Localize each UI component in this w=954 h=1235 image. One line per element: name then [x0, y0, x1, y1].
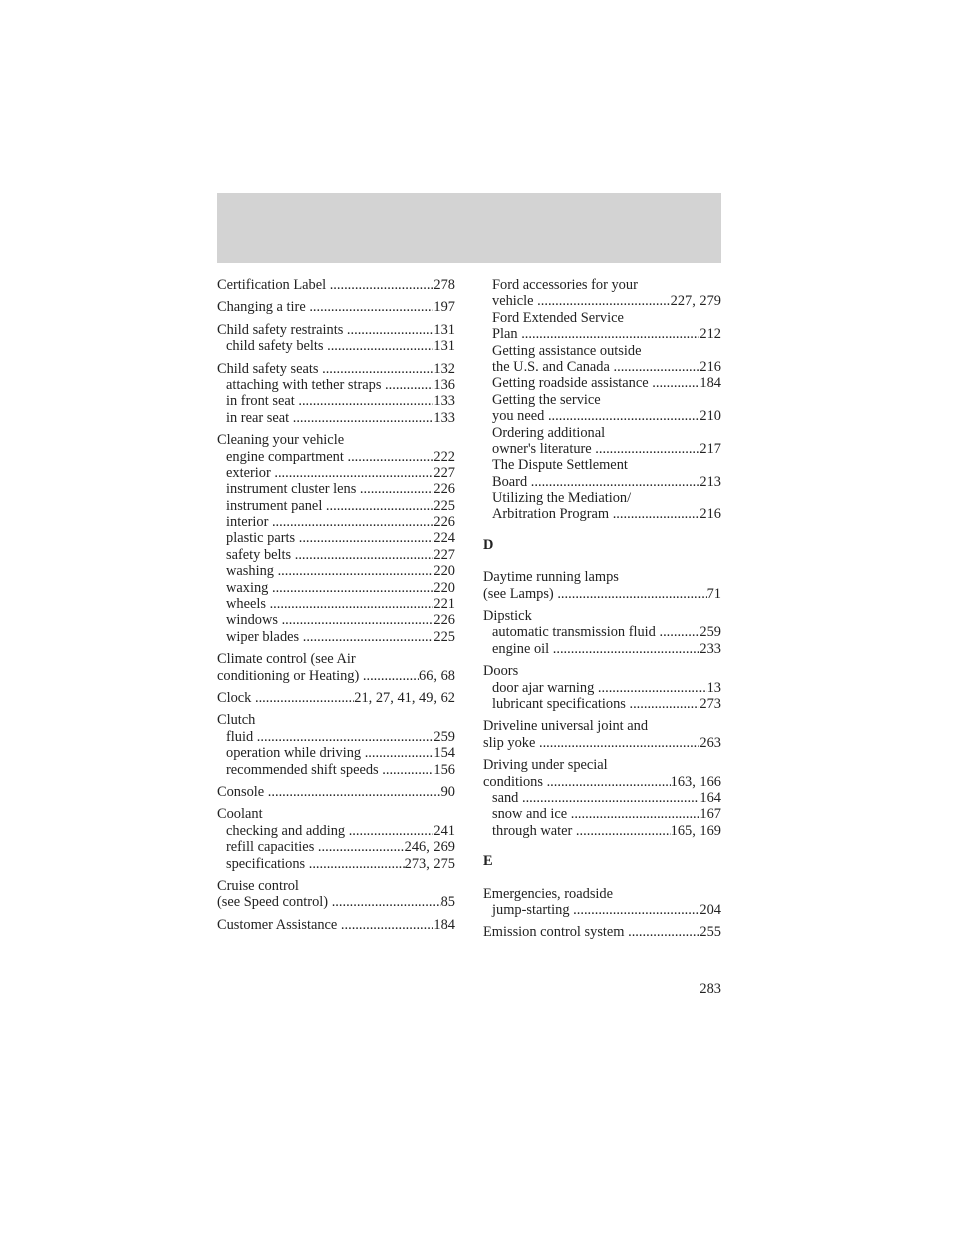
entry-text: sand .....: [492, 790, 721, 806]
entry-page-ref: 167: [699, 806, 721, 823]
index-entry: [483, 293, 721, 309]
index-entry: [217, 894, 455, 910]
entry-text: door ajar warning .....: [492, 680, 721, 696]
entry-text: Certification Label .....: [217, 277, 455, 293]
entry-page-ref: 213: [699, 473, 721, 490]
entry-page-ref: 255: [699, 924, 721, 941]
entry-text: Customer Assistance .....: [217, 917, 455, 933]
entry-text: Dipstick: [483, 608, 532, 625]
entry-text: Plan .....: [492, 326, 721, 342]
entry-text: Child safety restraints .....: [217, 322, 455, 338]
entry-text: owner's literature .....: [492, 441, 721, 457]
entry-text: in rear seat .....: [226, 410, 455, 426]
entry-page-ref: 263: [699, 734, 721, 751]
entry-page-ref: 133: [433, 409, 455, 426]
entry-page-ref: 184: [433, 916, 455, 933]
entry-page-ref: 13: [706, 679, 721, 696]
index-entry: [483, 757, 721, 773]
entry-text: The Dispute Settlement: [492, 457, 628, 474]
index-entry: [217, 629, 455, 645]
index-entry: [217, 784, 455, 800]
index-entry: [217, 580, 455, 596]
index-entry: [217, 729, 455, 745]
entry-text: instrument cluster lens .....: [226, 481, 455, 497]
entry-text: slip yoke .....: [483, 735, 721, 751]
index-entry: [217, 432, 455, 448]
index-entry: [483, 277, 721, 293]
entry-text: wiper blades .....: [226, 629, 455, 645]
index-entry: [217, 612, 455, 628]
entry-text: wheels .....: [226, 596, 455, 612]
index-entry: [483, 663, 721, 679]
entry-text: Cruise control: [217, 877, 299, 894]
entry-page-ref: 204: [699, 901, 721, 918]
index-entry: [483, 806, 721, 822]
entry-text: Arbitration Program .....: [492, 506, 721, 522]
page-number: 283: [699, 981, 721, 997]
index-entry: [483, 408, 721, 424]
index-entry: [217, 322, 455, 338]
index-entry: [483, 696, 721, 712]
entry-text: windows .....: [226, 612, 455, 628]
entry-text: Daytime running lamps: [483, 569, 619, 586]
index-entry: [217, 299, 455, 315]
entry-page-ref: 165, 169: [670, 822, 721, 839]
index-entry: [217, 449, 455, 465]
entry-text: safety belts .....: [226, 547, 455, 563]
index-entry: [217, 361, 455, 377]
entry-text: Ford Extended Service: [492, 309, 624, 326]
entry-text: Emergencies, roadside: [483, 885, 614, 902]
entry-text: Doors: [483, 663, 519, 680]
index-entry: [483, 425, 721, 441]
entry-page-ref: 220: [433, 563, 455, 580]
index-entry: [483, 886, 721, 902]
entry-page-ref: 224: [433, 530, 455, 547]
entry-text: Climate control (see Air: [217, 651, 356, 668]
index-entry: [217, 596, 455, 612]
index-entry: [483, 310, 721, 326]
index-entry: [217, 530, 455, 546]
section-letter: D: [483, 536, 494, 553]
entry-text: the U.S. and Canada .....: [492, 359, 721, 375]
index-entry: [483, 823, 721, 839]
entry-page-ref: 163, 166: [670, 773, 721, 790]
entry-text: Driving under special: [483, 757, 608, 774]
index-entry: [483, 457, 721, 473]
index-entry: [217, 806, 455, 822]
index-entry: [483, 790, 721, 806]
entry-page-ref: 21, 27, 41, 49, 62: [354, 689, 455, 706]
entry-text: child safety belts .....: [226, 338, 455, 354]
index-entry: [483, 718, 721, 734]
entry-page-ref: 217: [699, 440, 721, 457]
entry-text: lubricant specifications .....: [492, 696, 721, 712]
entry-page-ref: 226: [433, 481, 455, 498]
entry-text: refill capacities .....: [226, 839, 455, 855]
index-entry: [217, 651, 455, 667]
index-entry: [217, 668, 455, 684]
entry-page-ref: 212: [699, 326, 721, 343]
entry-page-ref: 233: [699, 640, 721, 657]
index-entry: [217, 393, 455, 409]
entry-page-ref: 246, 269: [404, 839, 455, 856]
entry-text: (see Speed control) .....: [217, 894, 455, 910]
entry-page-ref: 66, 68: [419, 667, 455, 684]
index-entry: [483, 474, 721, 490]
index-entry: [217, 762, 455, 778]
index-entry: [217, 690, 455, 706]
entry-text: you need .....: [492, 408, 721, 424]
entry-page-ref: 164: [699, 789, 721, 806]
index-entry: [217, 856, 455, 872]
index-column-right: [483, 277, 721, 941]
index-entry: [483, 392, 721, 408]
entry-text: automatic transmission fluid .....: [492, 624, 721, 640]
index-entry: [217, 745, 455, 761]
entry-page-ref: 241: [433, 822, 455, 839]
entry-text: snow and ice .....: [492, 806, 721, 822]
index-entry: [217, 377, 455, 393]
entry-text: vehicle .....: [492, 293, 721, 309]
entry-page-ref: 216: [699, 506, 721, 523]
entry-page-ref: 131: [433, 321, 455, 338]
entry-text: washing .....: [226, 563, 455, 579]
entry-page-ref: 259: [433, 728, 455, 745]
entry-text: engine oil .....: [492, 641, 721, 657]
entry-page-ref: 216: [699, 358, 721, 375]
entry-text: checking and adding .....: [226, 823, 455, 839]
entry-page-ref: 273, 275: [404, 855, 455, 872]
entry-text: specifications .....: [226, 856, 455, 872]
entry-text: Clock .....: [217, 690, 455, 706]
entry-text: operation while driving .....: [226, 745, 455, 761]
entry-text: Changing a tire .....: [217, 299, 455, 315]
entry-text: Clutch: [217, 712, 256, 729]
index-entry: [217, 823, 455, 839]
section-letter: E: [483, 853, 493, 870]
entry-page-ref: 85: [440, 894, 455, 911]
entry-text: conditions .....: [483, 774, 721, 790]
entry-page-ref: 71: [706, 585, 721, 602]
entry-page-ref: 220: [433, 579, 455, 596]
index-entry: [217, 498, 455, 514]
index-entry: [483, 490, 721, 506]
entry-page-ref: 225: [433, 497, 455, 514]
index-entry: [483, 608, 721, 624]
index-entry: [483, 441, 721, 457]
entry-page-ref: 226: [433, 612, 455, 629]
entry-page-ref: 197: [433, 299, 455, 316]
entry-page-ref: 154: [433, 745, 455, 762]
index-entry: [217, 712, 455, 728]
index-entry: [483, 569, 721, 585]
entry-text: instrument panel .....: [226, 498, 455, 514]
index-entry: [483, 624, 721, 640]
entry-text: (see Lamps) .....: [483, 586, 721, 602]
entry-text: in front seat .....: [226, 393, 455, 409]
entry-text: Emission control system .....: [483, 924, 721, 940]
entry-page-ref: 225: [433, 628, 455, 645]
index-entry: [483, 735, 721, 751]
entry-page-ref: 227, 279: [670, 293, 721, 310]
entry-text: Console .....: [217, 784, 455, 800]
entry-text: Coolant: [217, 806, 263, 823]
entry-page-ref: 210: [699, 408, 721, 425]
index-entry: [483, 343, 721, 359]
entry-text: Board .....: [492, 474, 721, 490]
index-entry: [483, 641, 721, 657]
index-entry: [483, 586, 721, 602]
index-entry: [217, 277, 455, 293]
index-entry: [217, 514, 455, 530]
index-entry: [483, 326, 721, 342]
entry-text: through water .....: [492, 823, 721, 839]
entry-text: Getting the service: [492, 391, 601, 408]
entry-page-ref: 273: [699, 695, 721, 712]
entry-text: fluid .....: [226, 729, 455, 745]
index-entry: [217, 917, 455, 933]
entry-text: engine compartment .....: [226, 449, 455, 465]
index-entry: [217, 465, 455, 481]
index-column-left: [217, 277, 455, 933]
index-entry: [483, 375, 721, 391]
index-entry: [217, 839, 455, 855]
entry-text: Child safety seats .....: [217, 361, 455, 377]
entry-page-ref: 227: [433, 464, 455, 481]
entry-text: waxing .....: [226, 580, 455, 596]
index-entry: [483, 902, 721, 918]
entry-page-ref: 227: [433, 546, 455, 563]
index-entry: [483, 506, 721, 522]
entry-text: jump-starting .....: [492, 902, 721, 918]
header-band: [217, 193, 721, 263]
entry-page-ref: 226: [433, 514, 455, 531]
index-entry: [483, 924, 721, 940]
entry-page-ref: 184: [699, 375, 721, 392]
entry-page-ref: 221: [433, 596, 455, 613]
index-entry: [217, 563, 455, 579]
index-entry: [217, 547, 455, 563]
entry-page-ref: 131: [433, 338, 455, 355]
index-entry: [217, 878, 455, 894]
entry-page-ref: 132: [433, 360, 455, 377]
entry-page-ref: 278: [433, 277, 455, 293]
index-entry: [217, 410, 455, 426]
entry-page-ref: 136: [433, 376, 455, 393]
index-entry: [483, 680, 721, 696]
entry-text: exterior .....: [226, 465, 455, 481]
entry-text: Driveline universal joint and: [483, 718, 649, 735]
entry-text: recommended shift speeds .....: [226, 762, 455, 778]
entry-text: Ordering additional: [492, 424, 606, 441]
entry-text: Ford accessories for your: [492, 277, 638, 293]
entry-text: Cleaning your vehicle: [217, 432, 345, 449]
entry-page-ref: 222: [433, 448, 455, 465]
index-entry: [483, 359, 721, 375]
entry-page-ref: 133: [433, 393, 455, 410]
index-entry: [217, 481, 455, 497]
entry-text: attaching with tether straps .....: [226, 377, 455, 393]
entry-text: Getting roadside assistance .....: [492, 375, 721, 391]
entry-page-ref: 90: [440, 783, 455, 800]
index-entry: [483, 774, 721, 790]
index-entry: [217, 338, 455, 354]
entry-text: conditioning or Heating) .....: [217, 668, 455, 684]
entry-text: Getting assistance outside: [492, 342, 642, 359]
entry-text: interior .....: [226, 514, 455, 530]
entry-page-ref: 156: [433, 761, 455, 778]
entry-text: plastic parts .....: [226, 530, 455, 546]
entry-text: Utilizing the Mediation/: [492, 490, 632, 507]
entry-page-ref: 259: [699, 624, 721, 641]
